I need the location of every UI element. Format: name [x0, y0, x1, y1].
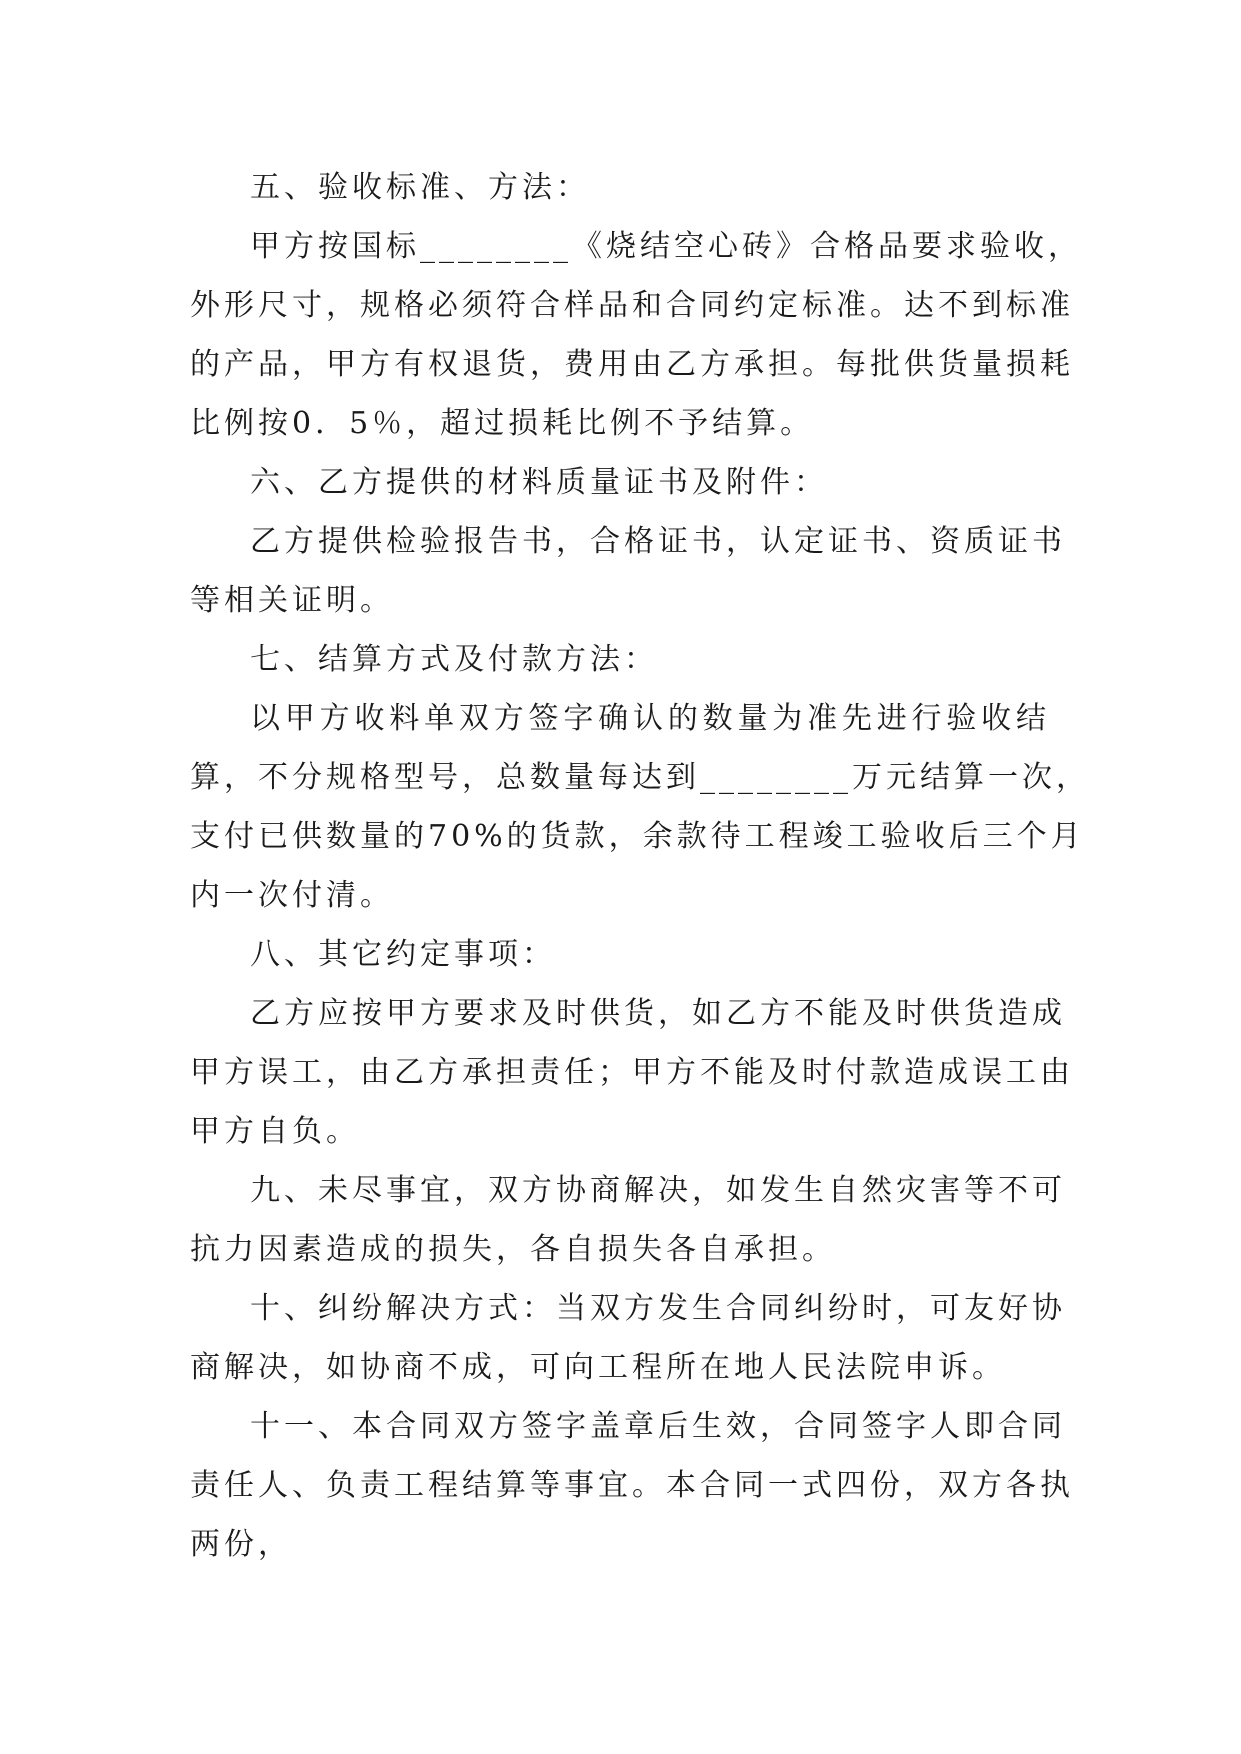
section-11-text-line: 责任人、负责工程结算等事宜。本合同一式四份，双方各执: [190, 1468, 1074, 1503]
section-7-text-line: 算，不分规格型号，总数量每达到________万元结算一次，: [190, 760, 1090, 795]
section-5-text-line: 的产品，甲方有权退货，费用由乙方承担。每批供货量损耗: [190, 347, 1074, 382]
section-8-heading: 八、其它约定事项：: [250, 937, 556, 972]
section-11-text-line: 两份，: [190, 1527, 292, 1562]
section-10-text-line: 十、纠纷解决方式：当双方发生合同纠纷时，可友好协: [250, 1291, 1066, 1326]
section-11-text-line: 十一、本合同双方签字盖章后生效，合同签字人即合同: [250, 1409, 1066, 1444]
section-5-text-line: 甲方按国标________《烧结空心砖》合格品要求验收，: [250, 229, 1082, 264]
section-7-heading: 七、结算方式及付款方法：: [250, 642, 658, 677]
section-9-text-line: 九、未尽事宜，双方协商解决，如发生自然灾害等不可: [250, 1173, 1066, 1208]
document-body: [190, 158, 1090, 1574]
section-7-text-line: 支付已供数量的70%的货款，余款待工程竣工验收后三个月: [190, 819, 1085, 854]
section-10-text-line: 商解决，如协商不成，可向工程所在地人民法院申诉。: [190, 1350, 1006, 1385]
section-5-text-line: 外形尺寸，规格必须符合样品和合同约定标准。达不到标准: [190, 288, 1074, 323]
section-7-text-line: 以甲方收料单双方签字确认的数量为准先进行验收结: [250, 701, 1050, 736]
section-5-text-line: 比例按0．5％，超过损耗比例不予结算。: [190, 406, 815, 441]
section-9-text-line: 抗力因素造成的损失，各自损失各自承担。: [190, 1232, 836, 1267]
section-8-text-line: 乙方应按甲方要求及时供货，如乙方不能及时供货造成: [250, 996, 1066, 1031]
section-8-text-line: 甲方自负。: [190, 1114, 360, 1149]
section-6-text-line: 乙方提供检验报告书，合格证书，认定证书、资质证书: [250, 524, 1066, 559]
section-8-text-line: 甲方误工，由乙方承担责任；甲方不能及时付款造成误工由: [190, 1055, 1074, 1090]
section-6-heading: 六、乙方提供的材料质量证书及附件：: [250, 465, 828, 500]
section-6-text-line: 等相关证明。: [190, 583, 394, 618]
section-7-text-line: 内一次付清。: [190, 878, 394, 913]
section-5-heading: 五、验收标准、方法：: [250, 170, 590, 205]
